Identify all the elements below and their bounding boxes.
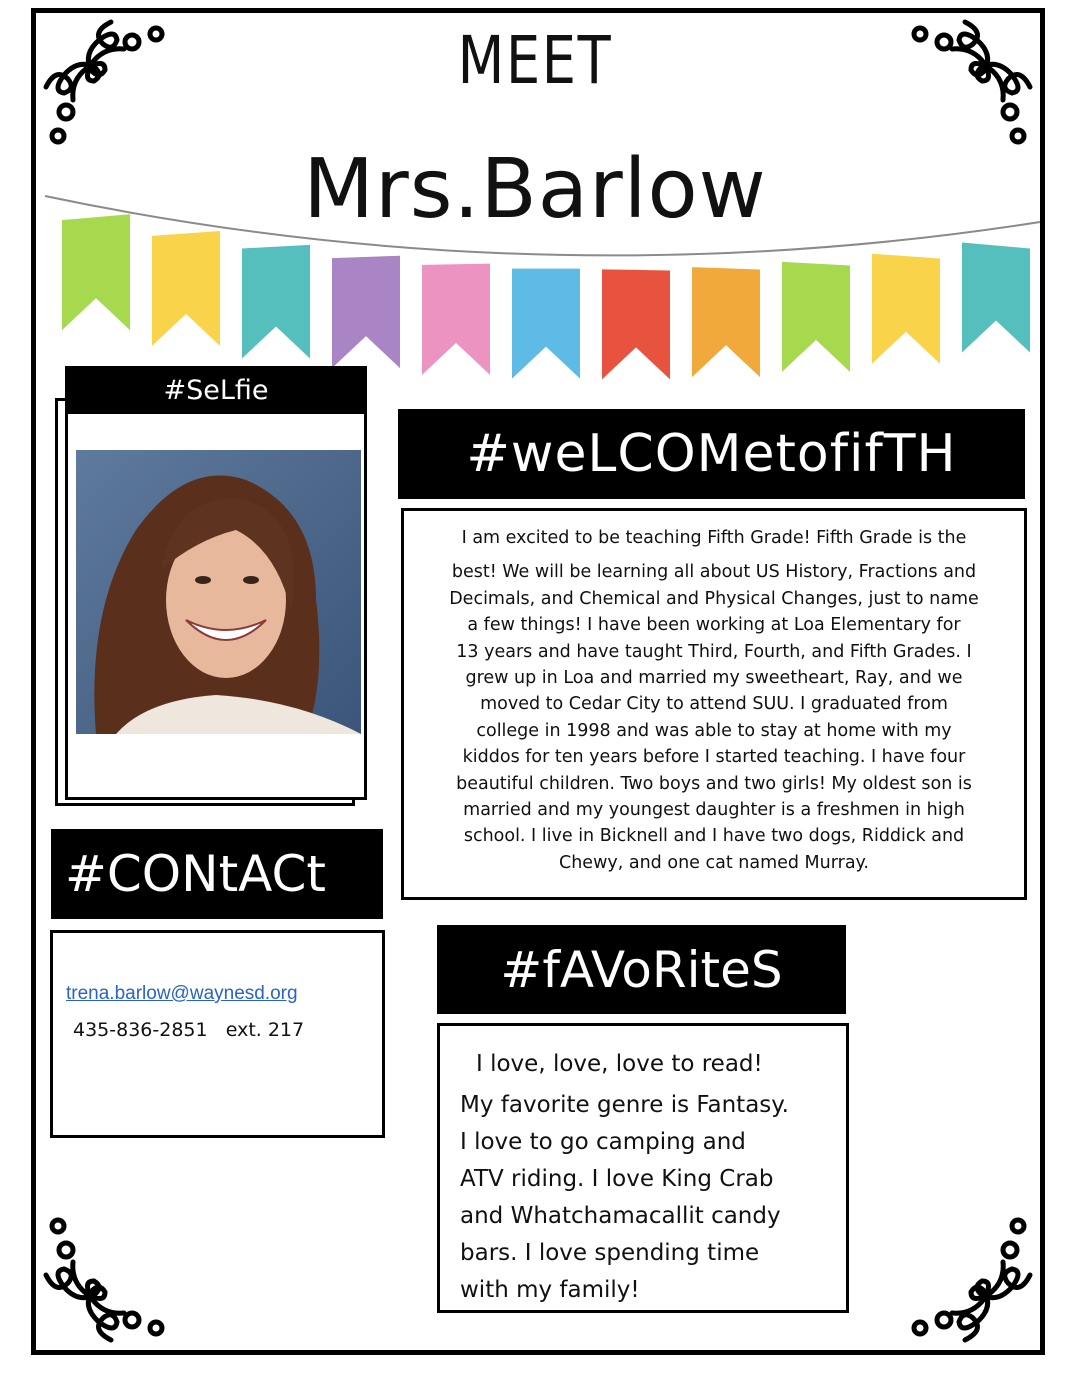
welcome-text-line: Decimals, and Chemical and Physical Changes, just to name [449, 588, 979, 609]
bunting-banner [0, 0, 1070, 400]
swirl-decoration-bottom-left [36, 1200, 186, 1350]
bunting-pennant [962, 243, 1030, 353]
favorites-label-text: #fAVoRiteS [500, 940, 783, 999]
bunting-pennant [512, 269, 580, 379]
email-link[interactable]: trena.barlow@waynesd.org [66, 983, 298, 1004]
welcome-text-line: grew up in Loa and married my sweetheart, Ray, and we [465, 668, 963, 689]
welcome-box [401, 508, 1027, 900]
welcome-label-text: #weLCOMetofifTH [466, 424, 957, 484]
favorites-text-line: ATV riding. I love King Crab [460, 1166, 774, 1192]
bunting-pennant [872, 254, 940, 364]
welcome-label [398, 409, 1025, 499]
welcome-text [404, 525, 1024, 876]
favorites-text-line: I love, love, love to read! [476, 1051, 763, 1077]
welcome-text-line: college in 1998 and was able to stay at home with my [476, 720, 952, 741]
contact-label [51, 829, 383, 919]
bunting-pennant [62, 214, 130, 330]
swirl-decoration-bottom-right [890, 1200, 1040, 1350]
portrait-image [76, 450, 361, 734]
favorites-text-line: My favorite genre is Fantasy. [460, 1092, 789, 1118]
bunting-pennant [782, 262, 850, 372]
welcome-text-line: best! We will be learning all about US History, Fractions and [451, 562, 977, 583]
selfie-label-text: #SeLfie [163, 374, 269, 406]
selfie-photo [76, 450, 361, 734]
welcome-text-line: beautiful children. Two boys and two girls! My oldest son is [456, 773, 972, 794]
phone-number: 435-836-2851 ext. 217 [73, 1019, 305, 1041]
bunting-pennant [152, 231, 220, 346]
bunting-pennant [332, 256, 400, 368]
favorites-text-line: with my family! [460, 1277, 640, 1303]
bunting-pennant [422, 264, 490, 375]
welcome-text-line: kiddos for ten years before I started teaching. I have four [462, 747, 966, 768]
favorites-label [437, 925, 846, 1014]
welcome-text-line: a few things! I have been working at Loa Elementary for [467, 615, 961, 636]
favorites-text-line: I love to go camping and [460, 1129, 746, 1155]
contact-box [50, 930, 385, 1138]
welcome-text-line: Chewy, and one cat named Murray. [559, 852, 869, 873]
bunting-pennant [602, 269, 670, 379]
bunting-pennant [242, 245, 310, 359]
favorites-text-line: and Whatchamacallit candy [460, 1203, 781, 1229]
selfie-label [65, 366, 367, 414]
welcome-text-line: married and my youngest daughter is a freshmen in high [463, 800, 965, 821]
page-title-name: Mrs.Barlow [303, 142, 767, 237]
favorites-box [437, 1023, 849, 1313]
welcome-text-line: moved to Cedar City to attend SUU. I graduated from [480, 694, 948, 715]
contact-label-text: #CONtACt [65, 845, 327, 903]
favorites-text-line: bars. I love spending time [460, 1240, 760, 1266]
favorites-text [460, 1046, 789, 1309]
bunting-pennant [692, 267, 760, 377]
page-title-meet: MEET [457, 22, 613, 99]
welcome-text-line: 13 years and have taught Third, Fourth, and Fifth Grades. I [456, 641, 972, 662]
welcome-text-line: school. I live in Bicknell and I have two dogs, Riddick and [463, 826, 965, 847]
welcome-text-line: I am excited to be teaching Fifth Grade! Fifth Grade is the [461, 528, 967, 548]
